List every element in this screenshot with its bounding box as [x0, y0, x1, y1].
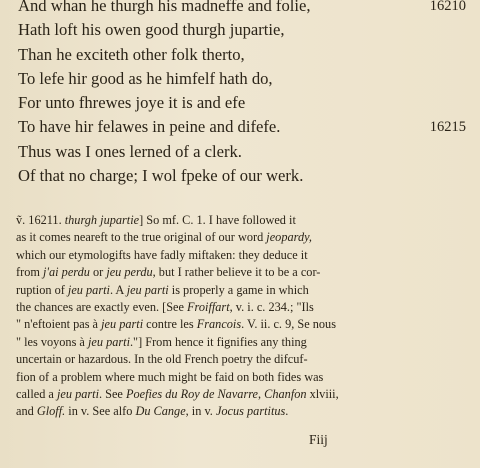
note-line [16, 316, 464, 333]
note-line [16, 229, 464, 246]
note-text: or [89, 265, 107, 280]
verse-text: Hath loft his owen good thurgh jupartie, [18, 20, 285, 40]
note-text: and [16, 404, 37, 419]
verse-text: Thus was I ones lerned of a clerk. [18, 141, 242, 161]
note-text: ruption of [16, 282, 68, 297]
note-text: . [285, 404, 289, 419]
note-line: uncertain or hazardous. In the old French poetry the difcuf- [16, 352, 308, 367]
signature-mark: Fiij [309, 432, 328, 447]
note-ref: ṽ. 16211. [16, 213, 65, 227]
italic-text: Du Cange [135, 404, 186, 419]
note-text: , v. i. c. 234.; "Ils [229, 299, 314, 314]
verse-text: To have hir felawes in peine and difefe. [18, 117, 281, 137]
note-text: " les voyons à [16, 334, 88, 349]
verse-text: And whan he thurgh his madneffe and folie, [18, 0, 311, 15]
note-text: , but I rather believe it to be a cor- [152, 265, 321, 280]
verse-line [18, 43, 468, 67]
note-line [16, 282, 464, 299]
verse-text: For unto fhrewes joye it is and efe [18, 93, 246, 113]
italic-text: Chanfon [264, 386, 307, 401]
note-line: which our etymologifts have fadly miftaken: they deduce it [16, 247, 308, 262]
note-line [16, 386, 464, 403]
note-line [16, 264, 464, 281]
verse-line [18, 91, 468, 115]
verse-text: Of that no charge; I wol fpeke of our werk. [18, 166, 304, 186]
note-text: ."] From hence it fignifies any thing [129, 334, 307, 349]
verse-text: To lefe hir good as he himfelf hath do, [18, 68, 273, 88]
note-text: " n'eftoient pas à [16, 317, 102, 332]
note-text: from [16, 265, 43, 280]
italic-text: j'ai perdu [42, 265, 90, 280]
line-number: 16210 [429, 0, 466, 14]
italic-text: jeu parti [56, 386, 99, 401]
italic-text: Poefies du Roy de Navarre [125, 386, 259, 401]
italic-text: thurgh jupartie [64, 213, 140, 227]
note-text: called a [16, 386, 57, 401]
note-text: . A [109, 282, 127, 297]
note-text: , in v. [185, 404, 216, 419]
verse-line [18, 0, 468, 18]
verse-line [18, 18, 468, 42]
italic-text: Gloff. [36, 404, 66, 419]
verse-line [18, 164, 468, 188]
italic-text: jeu parti [126, 282, 169, 297]
verse-line [18, 115, 468, 139]
italic-text: Jocus partitus [215, 404, 286, 419]
line-number: 16215 [429, 119, 466, 136]
note-text: ] So mf. C. 1. I have followed it [139, 213, 296, 227]
note-text: . See [98, 386, 126, 401]
italic-text: jeu parti [101, 317, 144, 332]
italic-text: Froiffart [187, 299, 230, 314]
verse-line [18, 67, 468, 91]
footnote [16, 212, 464, 421]
verse-line [18, 140, 468, 164]
note-text: is properly a game in which [168, 282, 309, 297]
note-line [16, 403, 464, 420]
verse-block [18, 0, 468, 188]
italic-text: jeu parti [67, 282, 110, 297]
note-line [16, 299, 464, 316]
italic-text: Francois [196, 317, 242, 332]
verse-text: Than he exciteth other folk therto, [18, 44, 245, 64]
note-text: the chances are exactly even. [See [16, 299, 188, 314]
note-text: . V. ii. c. 9, Se nous [241, 317, 336, 332]
note-text: xlviii, [306, 386, 339, 401]
note-line: fion of a problem where much might be faid on both fides was [16, 369, 324, 384]
note-text: as it comes neareft to the true original of our word [16, 230, 267, 245]
note-line [16, 212, 464, 229]
note-text: in v. See alfo [65, 404, 136, 419]
italic-text: jeopardy, [266, 230, 312, 245]
note-text: , [258, 386, 265, 401]
italic-text: jeu parti [87, 334, 130, 349]
note-line [16, 334, 464, 351]
note-text: contre les [143, 317, 197, 332]
italic-text: jeu perdu [106, 265, 153, 280]
